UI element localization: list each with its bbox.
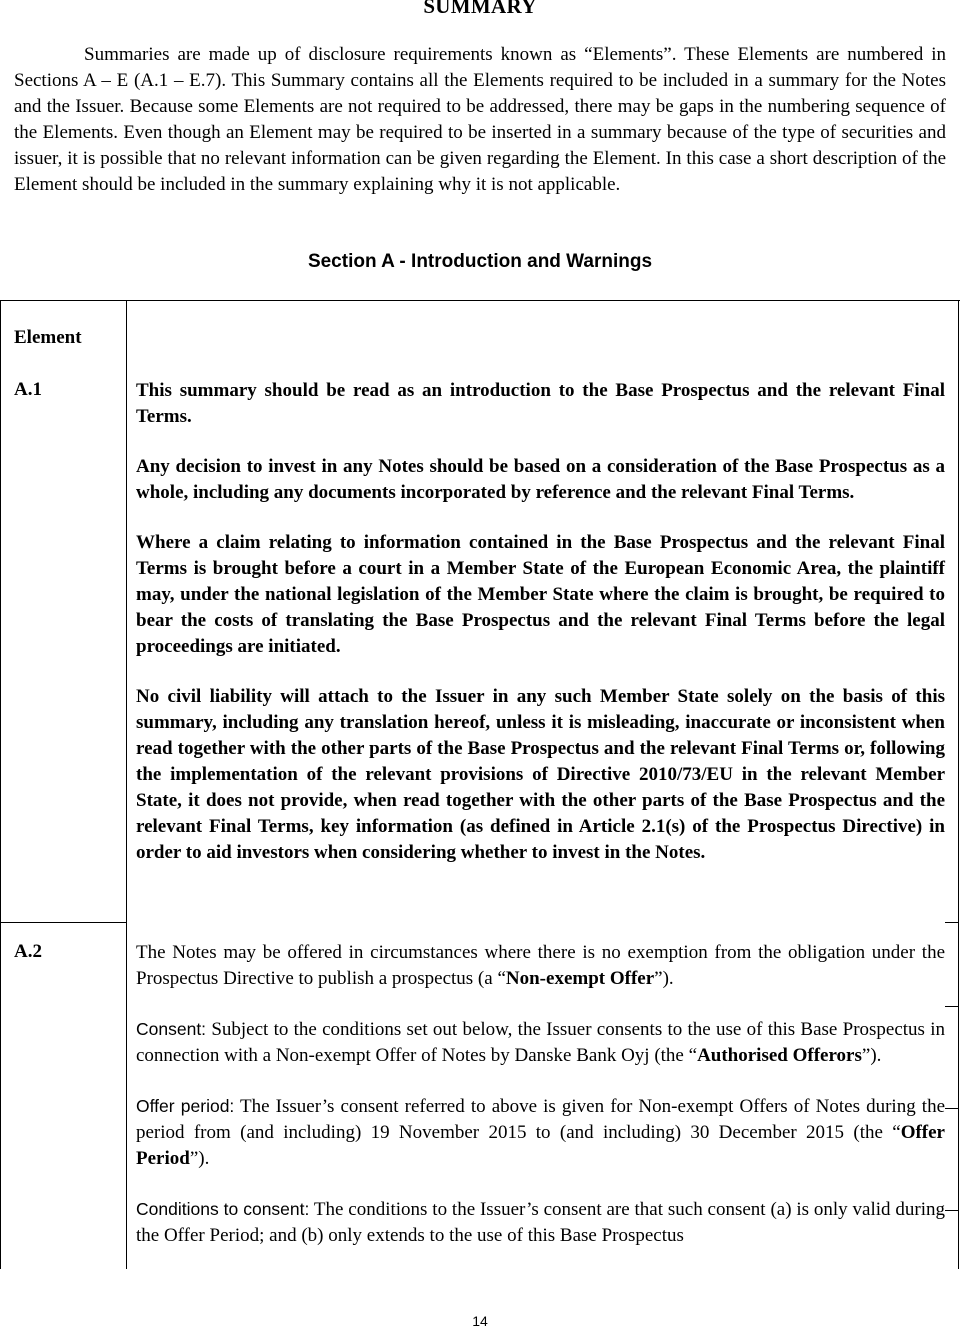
a2-paragraph-offer-period: Offer period: The Issuer’s consent referred to above is given for Non-exempt Offers of Notes during the period from (and including) 19 November 2015 to (and including) 30 December 2015 (the “Offer Period”). [136,1096,945,1169]
paragraph-label: Conditions to consent: [136,1199,310,1219]
page-number: 14 [472,1313,488,1329]
a1-paragraph: No civil liability will attach to the Issuer in any such Member State solely on the basis of this summary, including any translation hereof, unless it is misleading, inaccurate or inconsistent when read together with the other parts of the Base Prospectus and the relevant Final Terms or, following the implementation of the relevant provisions of Directive 2010/73/EU in the relevant Member State, it does not provide, when read together with the other parts of the Base Prospectus and the relevant Final Terms, key information (as defined in Article 2.1(s) of the Prospectus Directive) in order to aid investors when considering whether to invest in the Notes. [136,686,945,863]
intro-paragraph: Summaries are made up of disclosure requirements known as “Elements”. These Elements are numbered in Sections A – E (A.1 – E.7). This Summary contains all the Elements required to be included in a summary for the Notes and the Issuer. Because some Elements are not required to be addressed, there may be gaps in the numbering sequence of the Elements. Even though an Element may be required to be inserted in a summary because of the type of securities and issuer, it is possible that no relevant information can be given regarding the Element. In this case a short description of the Element should be included in the summary explaining why it is not applicable. [14,44,946,195]
cell-divider [945,1108,959,1109]
cell-divider [945,1006,959,1007]
a1-paragraph: Any decision to invest in any Notes should be based on a consideration of the Base Prospectus as a whole, including any documents incorporated by reference and the relevant Final Terms. [136,456,945,503]
row-divider [945,922,959,923]
a2-paragraph-consent: Consent: Subject to the conditions set out below, the Issuer consents to the use of this Base Prospectus in connection with a Non-exempt Offer of Notes by Danske Bank Oyj (the “Authorised Offerors”). [136,1019,945,1066]
table-right-border [958,300,959,1269]
defined-term: Non-exempt Offer [505,968,655,989]
element-id-a2: A.2 [14,941,42,962]
defined-term: Authorised Offerors [697,1045,862,1066]
cell-divider [945,1210,959,1211]
section-heading: Section A - Introduction and Warnings [307,251,653,272]
defined-term: Offer Period [136,1122,945,1169]
a1-paragraph: This summary should be read as an introduction to the Base Prospectus and the relevant Final Terms. [136,380,945,427]
a2-paragraph-offer: The Notes may be offered in circumstances where there is no exemption from the obligation under the Prospectus Directive to publish a prospectus (a “Non-exempt Offer”). [136,942,945,989]
element-a1-content [136,378,945,890]
element-id-a1: A.1 [14,379,42,400]
table-left-border [0,300,1,1269]
table-top-border [0,300,960,301]
element-a2-content [136,940,945,1273]
paragraph-label: Offer period: [136,1096,235,1116]
row-divider [0,922,126,923]
table-column-divider [126,300,127,1269]
document-title: SUMMARY [423,0,537,18]
a1-paragraph: Where a claim relating to information contained in the Base Prospectus and the relevant Final Terms is brought before a court in a Member State of the European Economic Area, the plaintiff may, under the national legislation of the Member State where the claim is brought, be required to bear the costs of translating the Base Prospectus and the relevant Final Terms before the legal proceedings are initiated. [136,532,945,657]
a2-paragraph-conditions: Conditions to consent: The conditions to the Issuer’s consent are that such consent (a) is only valid during the Offer Period; and (b) only extends to the use of this Base Prospectus [136,1199,945,1246]
paragraph-label: Consent: [136,1019,207,1039]
element-column-header: Element [14,327,82,348]
